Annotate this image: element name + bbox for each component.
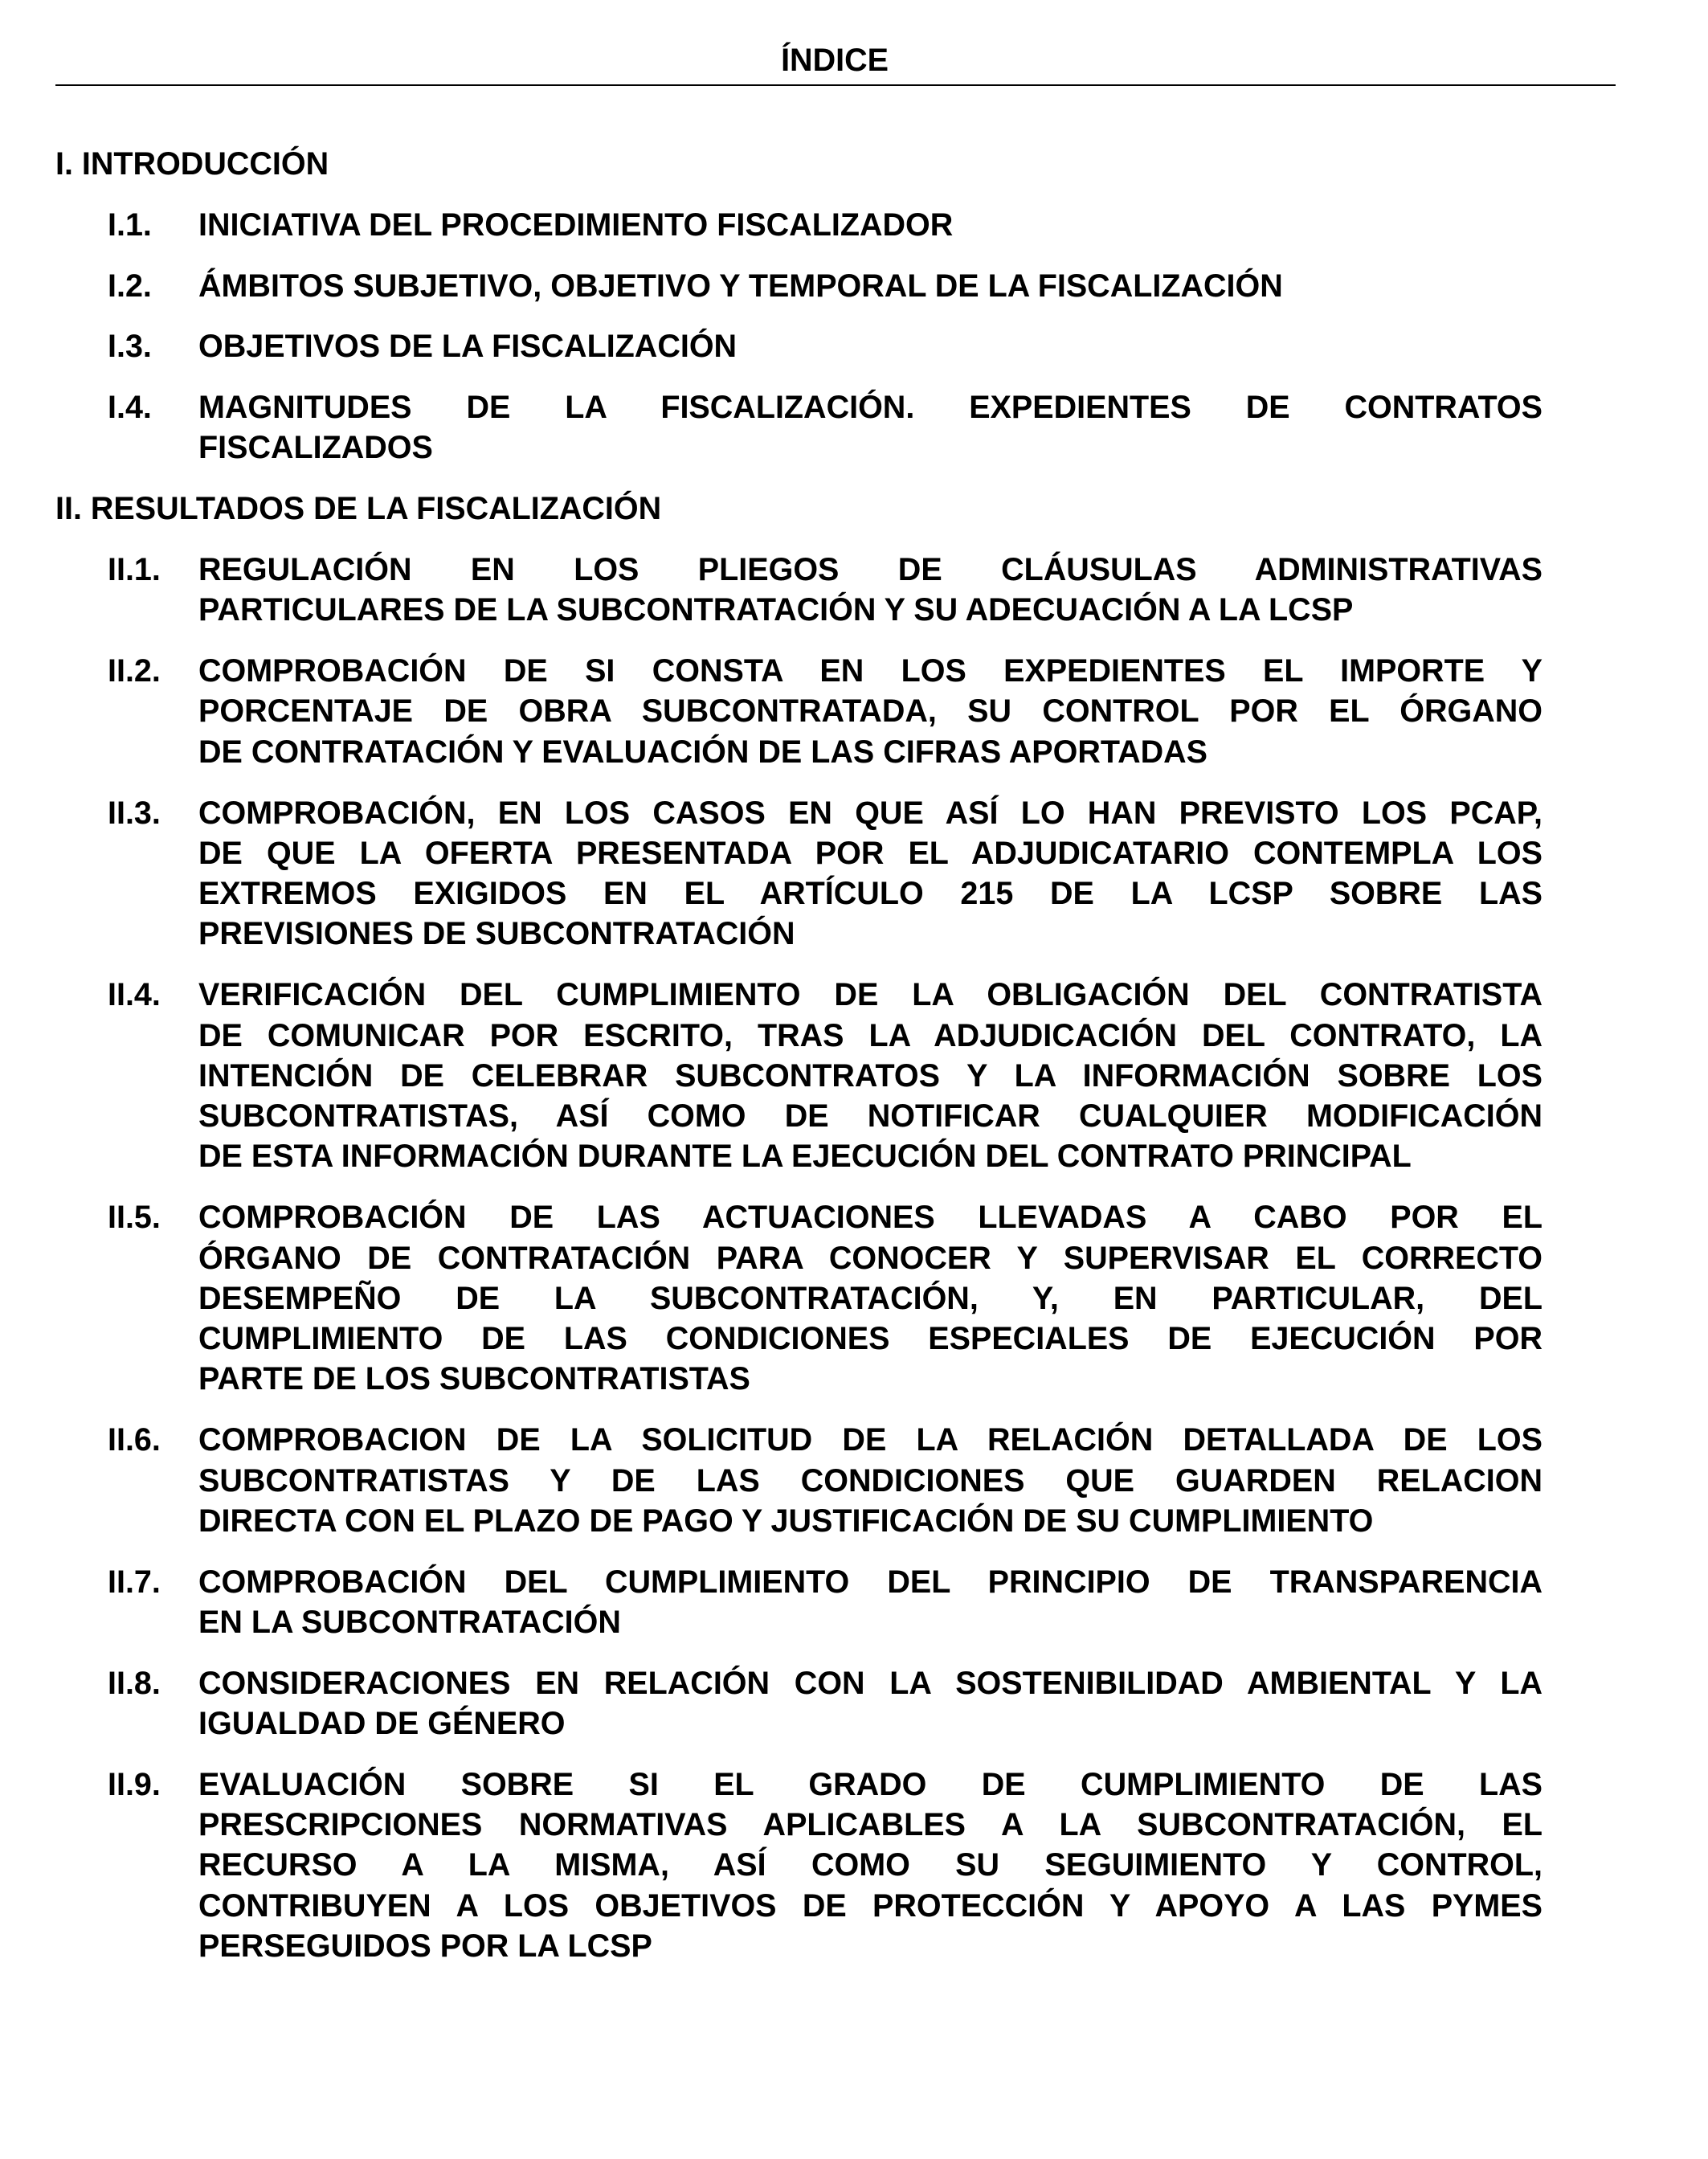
toc-section-heading[interactable] <box>0 489 1708 529</box>
toc-entry-title-line: VERIFICACIÓN DEL CUMPLIMIENTO DE LA OBLIGACIÓN DEL CONTRATISTA <box>198 977 1543 1013</box>
toc-entry[interactable] <box>0 1197 1708 1399</box>
toc-entry-title-line: DE QUE LA OFERTA PRESENTADA POR EL ADJUDICATARIO CONTEMPLA LOS <box>198 835 1543 871</box>
toc-entry-number: I.3. <box>108 329 152 365</box>
toc-entry[interactable] <box>0 550 1708 631</box>
toc-entry-title <box>198 205 1543 245</box>
toc-entry[interactable] <box>0 266 1708 306</box>
toc-entry[interactable] <box>0 1420 1708 1541</box>
toc-entry-number: II.4. <box>108 977 161 1013</box>
toc-entry-title-line: EVALUACIÓN SOBRE SI EL GRADO DE CUMPLIMIENTO DE LAS <box>198 1766 1543 1802</box>
toc-entry[interactable] <box>0 205 1708 245</box>
toc-entry-title-line: DE COMUNICAR POR ESCRITO, TRAS LA ADJUDICACIÓN DEL CONTRATO, LA <box>198 1017 1543 1053</box>
toc-entry-title-line: I. INTRODUCCIÓN <box>55 146 329 182</box>
toc-entry-number: I.2. <box>108 268 152 304</box>
toc-entry-title-line: INTENCIÓN DE CELEBRAR SUBCONTRATOS Y LA INFORMACIÓN SOBRE LOS <box>198 1057 1543 1094</box>
toc-entry-number: II.5. <box>108 1200 161 1236</box>
toc-entry-title <box>55 144 1708 184</box>
toc-entry[interactable] <box>0 1663 1708 1744</box>
toc-entry-title <box>198 1663 1543 1744</box>
toc-section-heading[interactable] <box>0 144 1708 184</box>
toc-entry-title-line: COMPROBACIÓN DE SI CONSTA EN LOS EXPEDIENTES EL IMPORTE Y <box>198 653 1543 689</box>
toc-entry-title-line: COMPROBACIÓN DE LAS ACTUACIONES LLEVADAS A CABO POR EL <box>198 1200 1543 1236</box>
toc-entry-number: II.1. <box>108 552 161 588</box>
toc-entry[interactable] <box>0 326 1708 366</box>
toc-entry[interactable] <box>0 1764 1708 1966</box>
toc-entry-title-line: ÓRGANO DE CONTRATACIÓN PARA CONOCER Y SUPERVISAR EL CORRECTO <box>198 1240 1543 1276</box>
toc-entry-title-line: PARTE DE LOS SUBCONTRATISTAS <box>198 1361 750 1397</box>
toc-entry-title-line: PARTICULARES DE LA SUBCONTRATACIÓN Y SU ADECUACIÓN A LA LCSP <box>198 592 1354 628</box>
toc-entry[interactable] <box>0 1562 1708 1643</box>
toc-entry-number: I.4. <box>108 390 152 426</box>
toc-entry-title <box>198 1562 1543 1643</box>
toc-entry-title-line: II. RESULTADOS DE LA FISCALIZACIÓN <box>55 491 662 527</box>
toc-entry-title-line: SUBCONTRATISTAS, ASÍ COMO DE NOTIFICAR CUALQUIER MODIFICACIÓN <box>198 1098 1543 1135</box>
toc-entry-title <box>198 1764 1543 1966</box>
toc-entry-title-line: FISCALIZADOS <box>198 430 433 466</box>
toc-entry-title-line: DE CONTRATACIÓN Y EVALUACIÓN DE LAS CIFRAS APORTADAS <box>198 734 1207 770</box>
toc-entry-title-line: EXTREMOS EXIGIDOS EN EL ARTÍCULO 215 DE LA LCSP SOBRE LAS <box>198 876 1543 912</box>
toc-entry-title <box>198 387 1543 468</box>
toc-entry-title-line: DE ESTA INFORMACIÓN DURANTE LA EJECUCIÓN DEL CONTRATO PRINCIPAL <box>198 1139 1412 1175</box>
title-divider <box>55 84 1616 86</box>
toc-entry-number: II.7. <box>108 1564 161 1600</box>
toc-entry-title <box>198 1420 1543 1541</box>
toc-entry[interactable] <box>0 651 1708 772</box>
toc-entry[interactable] <box>0 975 1708 1176</box>
toc-entry-number: II.9. <box>108 1766 161 1802</box>
toc-entry-title-line: SUBCONTRATISTAS Y DE LAS CONDICIONES QUE GUARDEN RELACION <box>198 1462 1543 1499</box>
toc-entry-title-line: MAGNITUDES DE LA FISCALIZACIÓN. EXPEDIENTES DE CONTRATOS <box>198 390 1543 426</box>
toc-entry-title-line: PREVISIONES DE SUBCONTRATACIÓN <box>198 916 795 952</box>
toc-entry-title <box>198 975 1543 1176</box>
toc-entry-title-line: DIRECTA CON EL PLAZO DE PAGO Y JUSTIFICACIÓN DE SU CUMPLIMIENTO <box>198 1503 1374 1539</box>
toc-entry-title-line: RECURSO A LA MISMA, ASÍ COMO SU SEGUIMIENTO Y CONTROL, <box>198 1847 1543 1883</box>
toc-entry-title-line: COMPROBACIÓN DEL CUMPLIMIENTO DEL PRINCIPIO DE TRANSPARENCIA <box>198 1564 1543 1600</box>
toc-entry-title-line: COMPROBACIÓN, EN LOS CASOS EN QUE ASÍ LO HAN PREVISTO LOS PCAP, <box>198 795 1543 831</box>
toc-entry-title-line: EN LA SUBCONTRATACIÓN <box>198 1604 621 1640</box>
toc-entry-title-line: PERSEGUIDOS POR LA LCSP <box>198 1928 652 1964</box>
toc-entry[interactable] <box>0 793 1708 955</box>
toc-entry-title-line: CONSIDERACIONES EN RELACIÓN CON LA SOSTENIBILIDAD AMBIENTAL Y LA <box>198 1665 1543 1701</box>
table-of-contents <box>0 144 1708 1987</box>
toc-entry-title-line: PORCENTAJE DE OBRA SUBCONTRATADA, SU CONTROL POR EL ÓRGANO <box>198 693 1543 730</box>
toc-entry-number: II.3. <box>108 795 161 831</box>
toc-entry-number: I.1. <box>108 206 152 243</box>
toc-entry-number: II.2. <box>108 653 161 689</box>
toc-entry-title <box>198 326 1543 366</box>
toc-entry-title-line: PRESCRIPCIONES NORMATIVAS APLICABLES A LA SUBCONTRATACIÓN, EL <box>198 1807 1543 1843</box>
toc-entry-number: II.6. <box>108 1422 161 1458</box>
toc-entry-title <box>198 550 1543 631</box>
toc-entry-title-line: DESEMPEÑO DE LA SUBCONTRATACIÓN, Y, EN PARTICULAR, DEL <box>198 1280 1543 1316</box>
toc-entry-title-line: OBJETIVOS DE LA FISCALIZACIÓN <box>198 329 738 365</box>
toc-entry-title-line: CONTRIBUYEN A LOS OBJETIVOS DE PROTECCIÓN Y APOYO A LAS PYMES <box>198 1887 1543 1924</box>
toc-entry-title-line: INICIATIVA DEL PROCEDIMIENTO FISCALIZADOR <box>198 206 954 243</box>
toc-entry-number: II.8. <box>108 1665 161 1701</box>
toc-entry-title-line: ÁMBITOS SUBJETIVO, OBJETIVO Y TEMPORAL DE LA FISCALIZACIÓN <box>198 268 1283 304</box>
toc-entry-title <box>198 651 1543 772</box>
toc-entry-title <box>198 266 1543 306</box>
toc-entry-title-line: COMPROBACION DE LA SOLICITUD DE LA RELACIÓN DETALLADA DE LOS <box>198 1422 1543 1458</box>
toc-entry-title <box>198 793 1543 955</box>
toc-entry-title <box>55 489 1708 529</box>
toc-entry[interactable] <box>0 387 1708 468</box>
page-title: ÍNDICE <box>781 43 889 78</box>
toc-entry-title <box>198 1197 1543 1399</box>
toc-entry-title-line: IGUALDAD DE GÉNERO <box>198 1706 566 1741</box>
toc-entry-title-line: REGULACIÓN EN LOS PLIEGOS DE CLÁUSULAS ADMINISTRATIVAS <box>198 552 1543 588</box>
toc-entry-title-line: CUMPLIMIENTO DE LAS CONDICIONES ESPECIALES DE EJECUCIÓN POR <box>198 1321 1543 1357</box>
